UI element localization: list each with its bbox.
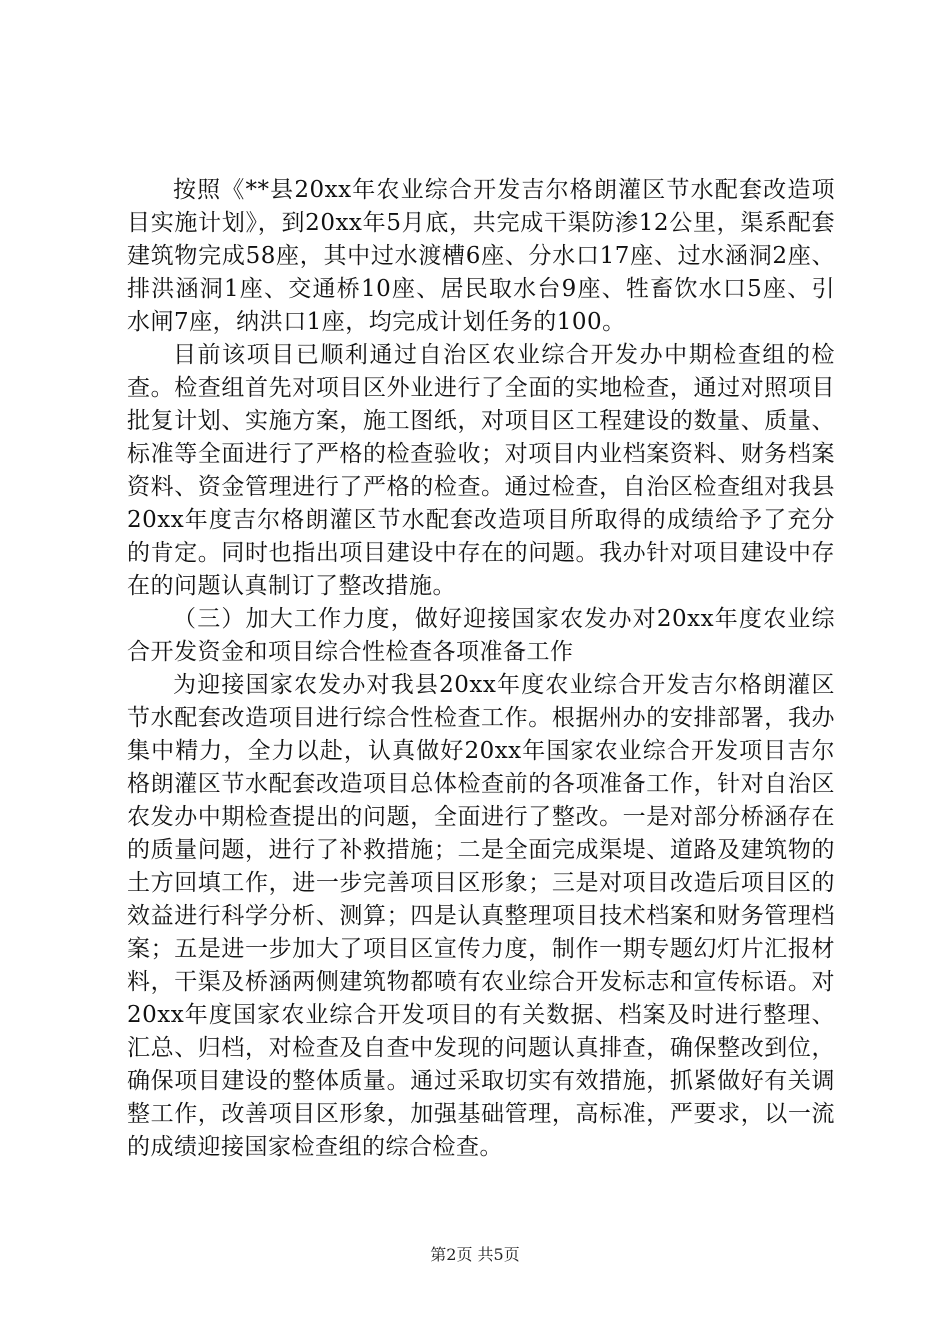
- section-heading-3: （三）加大工作力度，做好迎接国家农发办对20xx年度农业综合开发资金和项目综合性检查各项准备工作: [127, 606, 835, 665]
- paragraph-plan-completion: 按照《**县20xx年农业综合开发吉尔格朗灌区节水配套改造项目实施计划》，到20xx年5月底，共完成干渠防渗12公里，渠系配套建筑物完成58座，其中过水渡槽6座、分水口17座、过水涵洞2座、排洪涵洞1座、交通桥10座、居民取水台9座、牲畜饮水口5座、引水闸7座，纳洪口1座，均完成计划任务的100。: [127, 177, 835, 335]
- paragraph-midterm-inspection: 目前该项目已顺利通过自治区农业综合开发办中期检查组的检查。检查组首先对项目区外业进行了全面的实地检查，通过对照项目批复计划、实施方案，施工图纸，对项目区工程建设的数量、质量、标准等全面进行了严格的检查验收；对项目内业档案资料、财务档案资料、资金管理进行了严格的检查。通过检查，自治区检查组对我县20xx年度吉尔格朗灌区节水配套改造项目所取得的成绩给予了充分的肯定。同时也指出项目建设中存在的问题。我办针对项目建设中存在的问题认真制订了整改措施。: [127, 342, 835, 599]
- paragraph-preparation-work: 为迎接国家农发办对我县20xx年度农业综合开发吉尔格朗灌区节水配套改造项目进行综合性检查工作。根据州办的安排部署，我办集中精力，全力以赴，认真做好20xx年国家农业综合开发项目吉尔格朗灌区节水配套改造项目总体检查前的各项准备工作，针对自治区农发办中期检查提出的问题，全面进行了整改。一是对部分桥涵存在的质量问题，进行了补救措施；二是全面完成渠堤、道路及建筑物的土方回填工作，进一步完善项目区形象；三是对项目改造后项目区的效益进行科学分析、测算；四是认真整理项目技术档案和财务管理档案；五是进一步加大了项目区宣传力度，制作一期专题幻灯片汇报材料，干渠及桥涵两侧建筑物都喷有农业综合开发标志和宣传标语。对20xx年度国家农业综合开发项目的有关数据、档案及时进行整理、汇总、归档，对检查及自查中发现的问题认真排查，确保整改到位，确保项目建设的整体质量。通过采取切实有效措施，抓紧做好有关调整工作，改善项目区形象，加强基础管理，高标准，严要求，以一流的成绩迎接国家检查组的综合检查。: [127, 672, 835, 1160]
- document-body: [127, 174, 835, 1164]
- page-number-footer: 第2页 共5页: [430, 1245, 520, 1264]
